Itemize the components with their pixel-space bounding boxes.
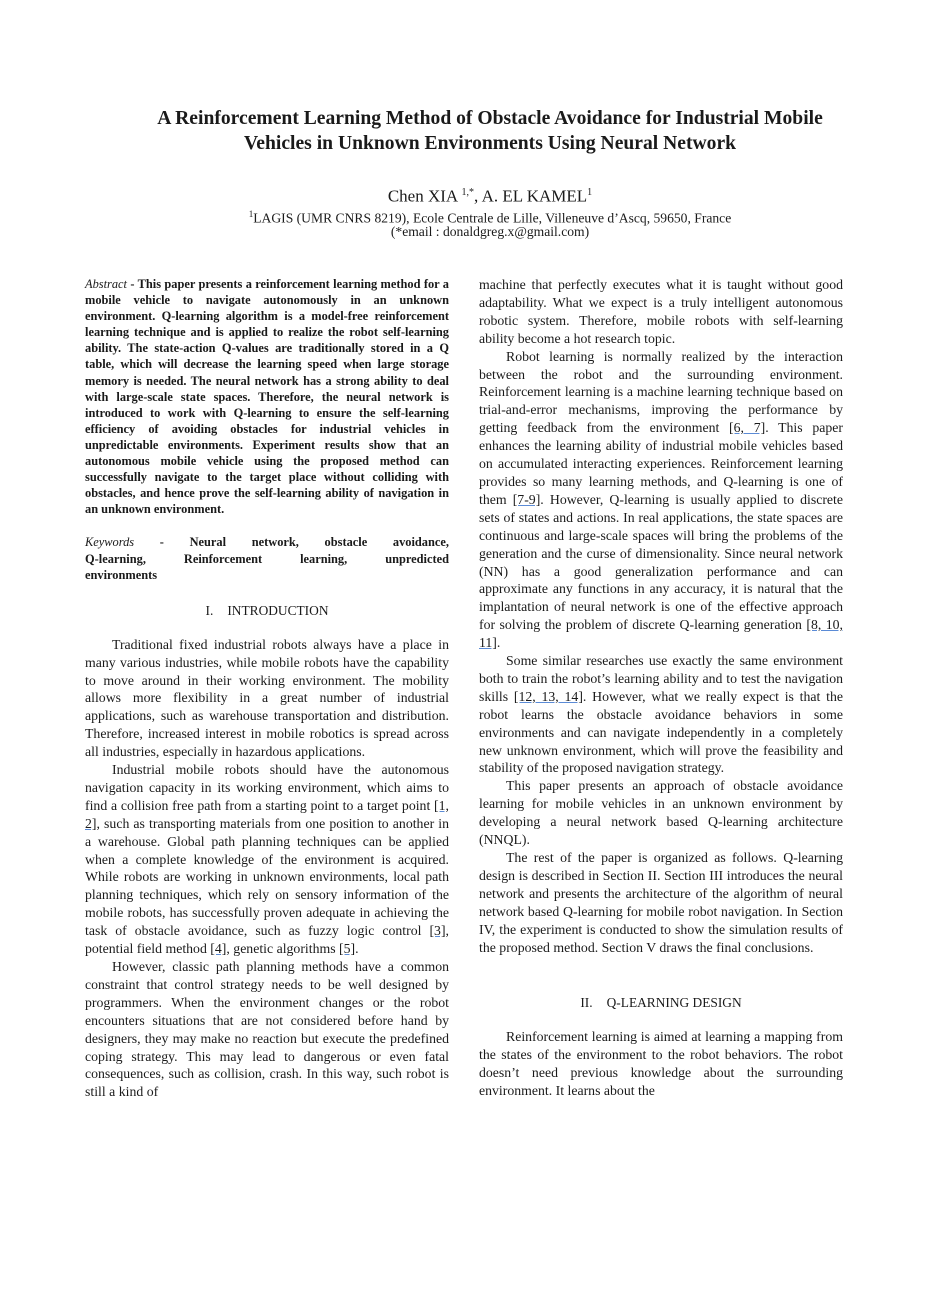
intro-paragraph-7: The rest of the paper is organized as follows. Q-learning design is described in Section II. Section III introduces the neural network and presents the architecture of the algorithm of neural network based Q-learning for mobile robot navigation. In Section IV, the experiment is conducted to show the simulation results of the proposed method. Section V draws the final conclusions. (479, 850, 843, 955)
intro-paragraph-4 (479, 348, 843, 652)
section-1-number: I. (205, 602, 214, 618)
keywords-label: Keywords (85, 535, 135, 550)
intro-paragraph-3: However, classic path planning methods have a common constraint that control strategy needs to be well designed by programmers. When the environment changes or the robot encounters situations that are not considered before hand by designers, they may make no reaction but execute the predefined coping strategy. This may lead to dangerous or even fatal consequences, such as collision, crash. In this way, such robot is still a kind of (85, 959, 449, 1100)
intro-paragraph-5 (479, 652, 843, 777)
intro-p2-text-d: , genetic algorithms (226, 941, 340, 957)
title-line-2: Vehicles in Unknown Environments Using Neural Network (243, 133, 737, 154)
keywords-line-1-text: Neural network, obstacle avoidance, (189, 535, 449, 550)
author-2-affiliation-mark: 1 (587, 187, 593, 198)
right-column (479, 276, 843, 1100)
intro-paragraph-6: This paper presents an approach of obstacle avoidance learning for mobile vehicles in an unknown environment by developing a neural network based Q-learning architecture (NNQL). (479, 778, 843, 848)
section-2-title-rest: LEARNING DESIGN (620, 995, 742, 1011)
citation-link[interactable]: [12, 13, 14] (513, 688, 583, 704)
citation-link[interactable]: [4] (210, 941, 227, 957)
keywords-line-3: environments (85, 567, 158, 582)
affiliation-mark: 1 (248, 209, 254, 219)
section-2-number: II. (580, 995, 593, 1011)
citation-link[interactable]: [3] (429, 923, 446, 939)
abstract-text: This paper presents a reinforcement learning method for a mobile vehicle to navigate autonomously in an unknown environment. Q-learning algorithm is a model-free reinforcement learning technique and is applied to realize the robot self-learning ability. The state-action Q-values are traditionally stored in a Q table, which will decrease the learning speed when large storage memory is needed. The neural network has a strong ability to deal with large-scale state spaces. Therefore, the neural network is introduced to work with Q-learning to ensure the self-learning efficiency of avoiding obstacles for industrial vehicles in unpredictable environments. Experiment results show that an autonomous mobile vehicle using the proposed method can successfully navigate to the target place without colliding with obstacles, and hence prove the self-learning ability of navigation in an unknown environment. (85, 277, 449, 517)
author-list (60, 182, 920, 208)
author-1-name: Chen XIA (387, 186, 458, 206)
citation-link[interactable]: [1, 2] (85, 797, 449, 831)
intro-p4-text-c: . However, Q-learning is usually applied to discrete sets of states and actions. In real applications, the state spaces are continuous and large-scale spaces will bring the problems of the generation and the curse of dimensionality. Since neural network (NN) has a good generalization performance and can approximate any functions in any accuracy, it is natural that the implantation of neural network is one of the effective approach for solving the problem of discrete Q-learning generation (479, 491, 843, 633)
keywords-line-2: Q-learning, Reinforcement learning, unpredicted (85, 551, 449, 566)
contact-email: (*email : donaldgreg.x@gmail.com) (390, 224, 590, 239)
section-1-title-rest: NTRODUCTION (231, 602, 329, 618)
author-2-name: A. EL KAMEL (481, 186, 588, 206)
intro-p2-text-c: , potential field method (85, 923, 449, 957)
intro-paragraph-2 (85, 761, 449, 958)
citation-link[interactable]: [5] (339, 941, 356, 957)
intro-p2-text-b: , such as transporting materials from one position to another in a warehouse. Global path planning techniques can be applied when a complete knowledge of the environment is acquired. While robots are working in unknown environments, local path planning techniques, which rely on sensory information of the mobile robots, has successfully proven adequate in achieving the task of obstacle avoidance, such as fuzzy logic control (85, 815, 449, 939)
intro-p2-text-a: Industrial mobile robots should have the autonomous navigation capacity in its working environment, which aims to find a collision free path from a starting point to a target point (85, 762, 449, 813)
intro-p4-text-d: . (496, 635, 501, 651)
section-1-initial: I (227, 602, 232, 618)
title-line-1: A Reinforcement Learning Method of Obstacle Avoidance for Industrial Mobile (157, 108, 823, 129)
qlearning-paragraph-1: Reinforcement learning is aimed at learning a mapping from the states of the environment to the robot behaviors. The robot doesn’t need previous knowledge about the surrounding environment. It learns about the (479, 1029, 843, 1099)
keywords-line-1 (85, 534, 449, 550)
paper-title (60, 106, 920, 156)
affiliation-text: LAGIS (UMR CNRS 8219), Ecole Centrale de Lille, Villeneuve d’Ascq, 59650, France (253, 210, 732, 226)
left-column (85, 276, 449, 1101)
intro-p5-text-b: . However, what we really expect is that the robot learns the obstacle avoidance behaviors in some environments and can navigate independently in a completely new unknown environment, which will prove the feasibility and stability of the proposed navigation strategy. (479, 688, 843, 776)
abstract-dash: - (127, 277, 138, 291)
keywords-dash: - (134, 535, 190, 550)
author-separator: , (474, 186, 479, 206)
section-1-heading (85, 602, 449, 620)
author-1-affiliation-mark: 1,* (461, 187, 474, 198)
citation-link[interactable]: [7-9] (512, 491, 541, 507)
intro-p2-text-e: . (355, 941, 359, 957)
citation-link[interactable]: [6, 7] (729, 420, 766, 436)
intro-p4-text-b: . This paper enhances the learning ability of industrial mobile vehicles based on accumulated interacting experiences. Reinforcement learning provides so many learning methods, and Q-learning is one of them (479, 420, 843, 507)
intro-paragraph-3-continued: machine that perfectly executes what it is taught without good adaptability. What we expect is a truly intelligent autonomous robotic system. Therefore, mobile robots with self-learning ability become a hot research topic. (479, 277, 843, 346)
abstract-label: Abstract (85, 277, 127, 291)
intro-p4-text-a: Robot learning is normally realized by the interaction between the robot and the surrounding environment. Reinforcement learning is a machine learning technique based on trial-and-error mechanisms, improving the performance by getting feedback from the environment (479, 348, 843, 436)
citation-link[interactable]: [8, 10, 11] (479, 617, 843, 651)
intro-p5-text-a: Some similar researches use exactly the same environment both to train the robot’s learning ability and to test the navigation skills (479, 653, 843, 704)
intro-paragraph-1: Traditional fixed industrial robots always have a place in many various industries, while mobile robots have the capability to move around in their working environment. The mobility allows more flexibility in a great number of industrial applications, such as warehouse transportation and distribution. Therefore, increased interest in mobile robotics is spread across all industries, especially in hazardous applications. (85, 636, 449, 760)
section-2-initial: Q- (606, 995, 621, 1011)
keywords (85, 534, 449, 582)
section-2-heading (479, 994, 843, 1012)
abstract (85, 276, 449, 517)
